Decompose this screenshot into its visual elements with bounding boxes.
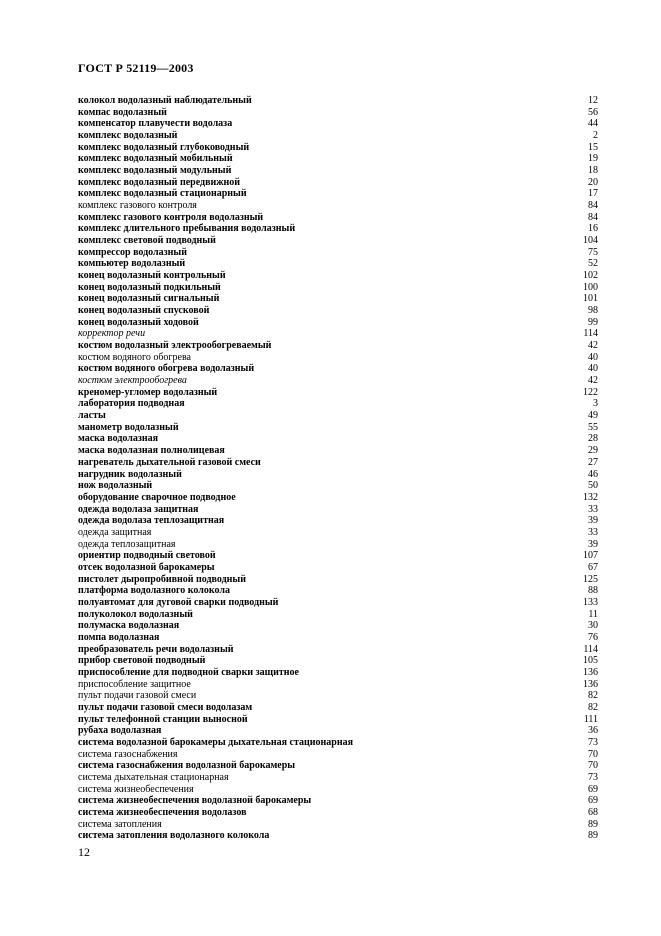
index-term: конец водолазный контрольный [78,270,226,282]
index-term: комплекс водолазный передвижной [78,176,241,188]
index-page-ref: 68 [588,806,598,818]
index-term: одежда защитная [78,526,152,538]
index-entry [78,550,598,562]
index-entry [78,188,598,200]
index-term: одежда водолаза теплозащитная [78,515,225,527]
index-page-ref: 55 [588,421,598,433]
index-entry [78,223,598,235]
index-entry [78,165,598,177]
index-term: преобразователь речи водолазный [78,643,234,655]
index-entry [78,749,598,761]
index-term: комплекс газового контроля водолазный [78,211,264,223]
index-page-ref: 125 [583,573,598,585]
index-entry [78,830,598,842]
index-entry [78,317,598,329]
index-term: костюм водяного обогрева водолазный [78,363,255,375]
index-entry [78,433,598,445]
index-entry [78,725,598,737]
index-term: полуколокол водолазный [78,608,193,620]
index-term: ориентир подводный световой [78,550,216,562]
alphabetical-index [78,95,598,842]
index-entry [78,760,598,772]
index-term: комплекс газового контроля [78,200,197,212]
index-entry [78,620,598,632]
index-page-ref: 73 [588,736,598,748]
index-entry [78,142,598,154]
index-entry [78,585,598,597]
index-term: костюм водяного обогрева [78,351,191,363]
index-entry [78,282,598,294]
index-entry [78,258,598,270]
index-term: ласты [78,410,106,422]
index-term: полумаска водолазная [78,620,180,632]
index-term: система жизнеобеспечения [78,783,194,795]
index-page-ref: 70 [588,760,598,772]
index-entry [78,480,598,492]
index-entry [78,469,598,481]
index-page-ref: 104 [583,235,598,247]
index-entry [78,807,598,819]
index-page-ref: 52 [588,258,598,270]
index-entry [78,690,598,702]
index-entry [78,363,598,375]
index-entry [78,177,598,189]
index-entry [78,328,598,340]
index-page-ref: 107 [583,550,598,562]
index-entry [78,107,598,119]
index-entry [78,562,598,574]
index-page-ref: 33 [588,526,598,538]
index-term: система водолазной барокамеры дыхательная стационарная [78,736,354,748]
index-page-ref: 19 [588,153,598,165]
index-page-ref: 40 [588,351,598,363]
index-page-ref: 136 [583,678,598,690]
index-term: система газоснабжения водолазной барокамеры [78,760,296,772]
index-term: отсек водолазной барокамеры [78,561,215,573]
index-entry [78,410,598,422]
index-entry [78,153,598,165]
index-term: лаборатория подводная [78,398,185,410]
index-page-ref: 12 [588,95,598,106]
index-page-ref: 18 [588,165,598,177]
index-term: компенсатор плавучести водолаза [78,118,233,130]
index-page-ref: 89 [588,818,598,830]
index-page-ref: 82 [588,690,598,702]
index-page-ref: 39 [588,538,598,550]
index-page-ref: 88 [588,585,598,597]
index-page-ref: 69 [588,795,598,807]
index-page-ref: 44 [588,118,598,130]
index-page-ref: 132 [583,491,598,503]
index-page-ref: 84 [588,200,598,212]
index-entry [78,609,598,621]
index-term: помпа водолазная [78,631,160,643]
index-page-ref: 39 [588,515,598,527]
index-entry [78,504,598,516]
index-page-ref: 56 [588,106,598,118]
index-term: система затопления водолазного колокола [78,830,270,842]
index-term: конец водолазный подкильный [78,281,221,293]
index-entry [78,118,598,130]
index-page-ref: 42 [588,375,598,387]
index-page-ref: 11 [588,608,598,620]
index-page-ref: 99 [588,316,598,328]
index-entry [78,679,598,691]
index-entry [78,702,598,714]
index-entry [78,235,598,247]
index-term: система затопления [78,818,162,830]
index-entry [78,200,598,212]
index-page-ref: 42 [588,340,598,352]
index-entry [78,457,598,469]
index-term: нагреватель дыхательной газовой смеси [78,456,261,468]
index-page-ref: 100 [583,281,598,293]
index-term: платформа водолазного колокола [78,585,230,597]
index-page-ref: 49 [588,410,598,422]
index-entry [78,667,598,679]
index-page-ref: 98 [588,305,598,317]
index-entry [78,212,598,224]
index-entry [78,270,598,282]
index-term: комплекс световой подводный [78,235,216,247]
index-term: приспособление защитное [78,678,191,690]
index-entry [78,375,598,387]
index-entry [78,352,598,364]
index-entry [78,305,598,317]
index-term: конец водолазный спусковой [78,305,210,317]
index-page-ref: 133 [583,596,598,608]
index-page-ref: 75 [588,246,598,258]
index-page-ref: 20 [588,176,598,188]
index-page-ref: 33 [588,503,598,515]
index-term: конец водолазный сигнальный [78,293,220,305]
index-entry [78,95,598,107]
index-term: система жизнеобеспечения водолазной барокамеры [78,795,312,807]
index-entry [78,247,598,259]
index-entry [78,387,598,399]
index-entry [78,784,598,796]
index-page-ref: 36 [588,725,598,737]
index-entry [78,737,598,749]
index-page-ref: 28 [588,433,598,445]
index-page-ref: 15 [588,141,598,153]
index-entry [78,772,598,784]
index-term: компас водолазный [78,106,167,118]
index-term: креномер-угломер водолазный [78,386,218,398]
index-page-ref: 40 [588,363,598,375]
index-page-ref: 114 [583,328,598,340]
index-term: костюм водолазный электрообогреваемый [78,340,272,352]
index-entry [78,795,598,807]
index-term: система газоснабжения [78,748,178,760]
index-page-ref: 105 [583,655,598,667]
index-page-ref: 27 [588,456,598,468]
index-entry [78,597,598,609]
page-number: 12 [78,845,90,859]
index-entry [78,655,598,667]
index-term: система дыхательная стационарная [78,771,229,783]
index-term: прибор световой подводный [78,655,206,667]
index-term: одежда водолаза защитная [78,503,199,515]
index-page-ref: 89 [588,830,598,842]
index-term: система жизнеобеспечения водолазов [78,806,247,818]
index-page-ref: 70 [588,748,598,760]
index-entry [78,293,598,305]
index-term: пульт телефонной станции выносной [78,713,248,725]
index-term: пульт подачи газовой смеси водолазам [78,701,253,713]
index-page-ref: 29 [588,445,598,457]
index-entry [78,398,598,410]
index-entry [78,340,598,352]
index-term: комплекс водолазный модульный [78,165,232,177]
index-term: колокол водолазный наблюдательный [78,95,252,106]
index-term: манометр водолазный [78,421,179,433]
index-page-ref: 114 [583,643,598,655]
index-entry [78,422,598,434]
index-page-ref: 73 [588,771,598,783]
index-entry [78,539,598,551]
index-entry [78,714,598,726]
index-page-ref: 50 [588,480,598,492]
index-term: корректор речи [78,328,146,340]
index-entry [78,644,598,656]
index-term: комплекс водолазный стационарный [78,188,247,200]
index-page-ref: 30 [588,620,598,632]
index-term: нож водолазный [78,480,153,492]
index-term: комплекс водолазный глубоководный [78,141,250,153]
index-page-ref: 16 [588,223,598,235]
index-page-ref: 2 [593,130,598,142]
index-term: конец водолазный ходовой [78,316,199,328]
index-entry [78,574,598,586]
index-term: одежда теплозащитная [78,538,176,550]
index-term: приспособление для подводной сварки защитное [78,666,299,678]
index-page-ref: 84 [588,211,598,223]
index-term: компьютер водолазный [78,258,186,270]
index-page-ref: 3 [593,398,598,410]
index-entry [78,632,598,644]
index-term: пульт подачи газовой смеси [78,690,197,702]
index-entry [78,445,598,457]
index-entry [78,130,598,142]
index-term: маска водолазная [78,433,159,445]
index-entry [78,527,598,539]
index-term: комплекс длительного пребывания водолазный [78,223,296,235]
index-page-ref: 67 [588,561,598,573]
index-entry [78,492,598,504]
index-term: комплекс водолазный мобильный [78,153,233,165]
index-page-ref: 82 [588,701,598,713]
index-page-ref: 46 [588,468,598,480]
index-page-ref: 69 [588,783,598,795]
index-page-ref: 17 [588,188,598,200]
index-term: нагрудник водолазный [78,468,182,480]
index-page-ref: 122 [583,386,598,398]
document-header: ГОСТ Р 52119—2003 [78,61,194,75]
index-term: рубаха водолазная [78,725,162,737]
index-term: пистолет дыропробивной подводный [78,573,246,585]
index-page-ref: 102 [583,270,598,282]
index-term: комплекс водолазный [78,130,178,142]
index-page-ref: 101 [583,293,598,305]
index-page-ref: 76 [588,631,598,643]
index-page-ref: 111 [583,713,598,725]
index-term: полуавтомат для дуговой сварки подводный [78,596,279,608]
index-term: маска водолазная полнолицевая [78,445,225,457]
index-page-ref: 136 [583,666,598,678]
index-term: оборудование сварочное подводное [78,491,236,503]
index-term: компрессор водолазный [78,246,188,258]
index-entry [78,515,598,527]
index-entry [78,819,598,831]
index-term: костюм электрообогрева [78,375,187,387]
